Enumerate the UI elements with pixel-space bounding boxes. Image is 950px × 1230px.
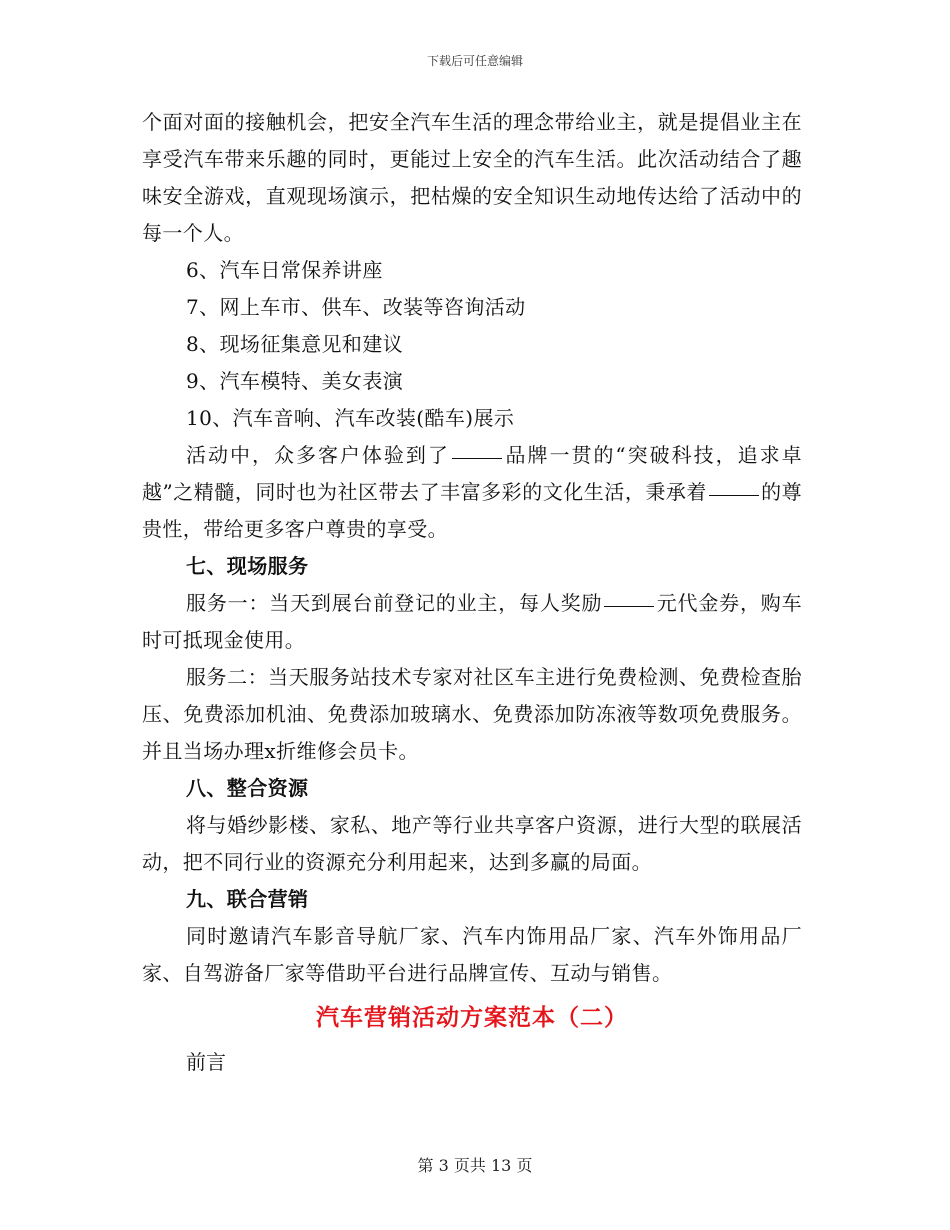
list-item: 10、汽车音响、汽车改装(酷车)展示 [186,406,515,430]
fill-blank [452,457,502,459]
paragraph-integrate-resources: 将与婚纱影楼、家私、地产等行业共享客户资源，进行大型的联展活动，把不同行业的资源充分利用起来，达到多赢的局面。 [142,813,802,874]
section-heading-integrate-resources: 八、整合资源 [186,776,309,800]
list-item: 6、汽车日常保养讲座 [186,258,383,282]
fill-blank [604,605,654,607]
service-one-part2: 元代金券，购车时可抵现金使用。 [142,591,802,652]
paragraph-service-one [142,585,802,659]
paragraph-experience [142,437,802,548]
fill-blank [709,494,759,496]
list-item: 7、网上车市、供车、改装等咨询活动 [186,295,526,319]
document-body [142,104,802,1081]
paragraph-experience-part1: 活动中，众多客户体验到了 [186,443,450,467]
service-one-part1: 服务一：当天到展台前登记的业主，每人奖励 [186,591,603,615]
preface-heading: 前言 [186,1050,226,1074]
paragraph-experience-part2: 品牌一贯的“突破科技，追求卓越”之精髓，同时也为社区带去了丰富多彩的文化生活，秉承着 [142,443,802,504]
list-item: 8、现场征集意见和建议 [186,332,404,356]
paragraph-service-two: 服务二：当天服务站技术专家对社区车主进行免费检测、免费检查胎压、免费添加机油、免费添加玻璃水、免费添加防冻液等数项免费服务。并且当场办理x折维修会员卡。 [142,665,802,763]
paragraph-experience-part3: 的尊贵性，带给更多客户尊贵的享受。 [142,480,802,541]
section-heading-onsite-service: 七、现场服务 [186,554,309,578]
page-header: 下载后可任意编辑 [426,54,523,68]
page-footer: 第 3 页共 13 页 [417,1156,533,1175]
section-heading-joint-marketing: 九、联合营销 [186,887,309,911]
paragraph-joint-marketing: 同时邀请汽车影音导航厂家、汽车内饰用品厂家、汽车外饰用品厂家、自驾游备厂家等借助平台进行品牌宣传、互动与销售。 [142,924,802,985]
document-title: 汽车营销活动方案范本（二） [316,1004,628,1031]
list-item: 9、汽车模特、美女表演 [186,369,404,393]
paragraph-intro: 个面对面的接触机会，把安全汽车生活的理念带给业主，就是提倡业主在享受汽车带来乐趣的同时，更能过上安全的汽车生活。此次活动结合了趣味安全游戏，直观现场演示，把枯燥的安全知识生动地传达给了活动中的每一个人。 [142,110,802,245]
